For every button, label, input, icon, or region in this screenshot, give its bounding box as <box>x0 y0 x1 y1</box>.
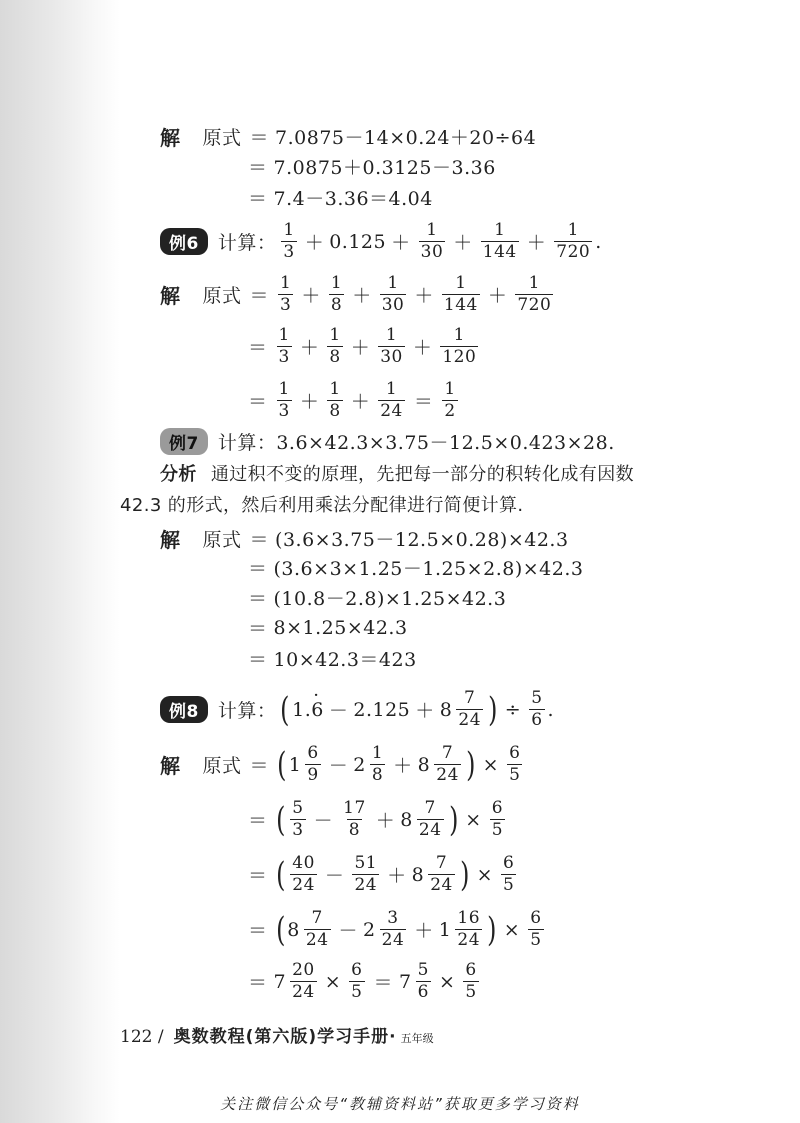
fraction: $\frac{1}{720}$ <box>517 273 552 315</box>
fraction: $\frac{1}{144}$ <box>443 273 478 315</box>
sol6-line3: ＝ $\frac{1}{3}$ ＋ $\frac{1}{8}$ ＋ $\frac{1}{24}$ ＝ $\frac{1}{2}$ <box>248 379 456 421</box>
mixed-number: 8 $\frac{7}{24}$ <box>439 688 482 730</box>
sol8-line3: ＝ ( $\frac{40}{24}$ － $\frac{51}{24}$ ＋ 8 $\frac{7}{24}$ ) × $\frac{6}{5}$ <box>248 853 515 895</box>
fraction: $\frac{6}{5}$ <box>351 960 363 1002</box>
page-footer <box>120 1022 434 1047</box>
page-number: 122 / <box>120 1027 164 1047</box>
fraction: $\frac{6}{5}$ <box>530 908 542 950</box>
fraction: $\frac{1}{3}$ <box>283 220 295 262</box>
book-spine-shadow <box>0 0 120 1123</box>
fraction: $\frac{1}{3}$ <box>278 325 290 367</box>
expr: 7.4－3.36＝4.04 <box>273 188 433 210</box>
grade-label: 五年级 <box>400 1032 434 1045</box>
example-badge: 例6 <box>160 228 208 255</box>
sol8-line5: ＝ 7 $\frac{20}{24}$ × $\frac{6}{5}$ ＝ 7 $\frac{5}{6}$ × $\frac{6}{5}$ <box>248 960 477 1002</box>
mixed-number: 7 $\frac{20}{24}$ <box>273 960 315 1002</box>
fraction: $\frac{6}{5}$ <box>503 853 515 895</box>
sol7-line2: ＝ (3.6×3×1.25－1.25×2.8)×42.3 <box>242 554 583 581</box>
calc-expression: 计算：3.6×42.3×3.75－12.5×0.423×28. <box>217 432 615 454</box>
analysis-line1 <box>160 460 634 486</box>
sol5-line2: ＝ 7.0875＋0.3125－3.36 <box>242 153 496 180</box>
example6-prompt: 例6 计算： $\frac{1}{3}$ ＋ 0.125 ＋ $\frac{1}{30}$ ＋ $\frac{1}{144}$ ＋ $\frac{1}{720}$ . <box>160 222 602 261</box>
analysis-line2 <box>120 491 524 517</box>
fraction: $\frac{40}{24}$ <box>292 853 315 895</box>
mixed-number: 2 $\frac{1}{8}$ <box>353 743 384 785</box>
fraction: $\frac{1}{30}$ <box>420 220 444 262</box>
mixed-number: 8 $\frac{7}{24}$ <box>411 853 453 895</box>
calc-label: 计算： <box>217 700 277 722</box>
mixed-number: 8 $\frac{7}{24}$ <box>417 743 459 785</box>
fraction-result: $\frac{1}{2}$ <box>444 379 456 421</box>
example-badge: 例8 <box>160 696 208 723</box>
sol7-line3: ＝ (10.8－2.8)×1.25×42.3 <box>242 584 506 611</box>
fraction: $\frac{1}{144}$ <box>482 220 517 262</box>
fraction: $\frac{17}{8}$ <box>343 798 366 840</box>
sol5-line1: 解 原式 ＝ 7.0875－14×0.24＋20÷64 <box>160 122 536 151</box>
fraction: $\frac{1}{3}$ <box>278 379 290 421</box>
calc-label: 计算： <box>217 232 277 254</box>
expr: (3.6×3×1.25－1.25×2.8)×42.3 <box>273 558 584 580</box>
sol6-line1: 解 原式 ＝ $\frac{1}{3}$ ＋ $\frac{1}{8}$ ＋ $\frac{1}{30}$ ＋ $\frac{1}{144}$ ＋ $\frac{1}{720}$ <box>160 273 552 315</box>
mixed-number: 2 $\frac{3}{24}$ <box>363 908 405 950</box>
original-expr-label: 原式 <box>202 529 242 551</box>
sol8-line2: ＝ ( $\frac{5}{3}$ － $\frac{17}{8}$ ＋ 8 $\frac{7}{24}$ ) × $\frac{6}{5}$ <box>248 798 504 840</box>
analysis-text: 通过积不变的原理，先把每一部分的积转化成有因数 <box>210 464 635 485</box>
fraction: $\frac{6}{5}$ <box>465 960 477 1002</box>
sol8-line4: ＝ ( 8 $\frac{7}{24}$ － 2 $\frac{3}{24}$ ＋ 1 $\frac{16}{24}$ ) × $\frac{6}{5}$ <box>248 908 542 950</box>
fraction: $\frac{51}{24}$ <box>354 853 378 895</box>
fraction: $\frac{1}{8}$ <box>329 379 341 421</box>
solution-label: 解 <box>160 284 181 308</box>
example8-prompt: 例8 计算： ( 1. · 6 － 2.125 ＋ 8 $\frac{7}{24}$ ) ÷ $\frac{5}{6}$ . <box>160 690 554 729</box>
solution-label: 解 <box>160 754 181 778</box>
fraction: $\frac{1}{8}$ <box>330 273 343 315</box>
fraction: $\frac{1}{30}$ <box>380 325 403 367</box>
fraction: $\frac{6}{5}$ <box>509 743 521 785</box>
expr: 7.0875－14×0.24＋20÷64 <box>275 127 537 149</box>
book-title: 奥数教程(第六版)学习手册· <box>173 1027 397 1047</box>
original-expr-label: 原式 <box>202 755 242 777</box>
analysis-text: 42.3 的形式，然后利用乘法分配律进行简便计算. <box>120 495 524 516</box>
fraction: $\frac{6}{5}$ <box>491 798 504 840</box>
fraction: $\frac{1}{8}$ <box>329 325 341 367</box>
fraction: $\frac{1}{30}$ <box>381 273 405 315</box>
sol7-line5: ＝ 10×42.3＝423 <box>242 645 417 672</box>
promo-note: 关注微信公众号“教辅资料站”获取更多学习资料 <box>220 1095 580 1113</box>
expr: (10.8－2.8)×1.25×42.3 <box>273 588 507 610</box>
original-expr-label: 原式 <box>202 285 242 307</box>
expr: 7.0875＋0.3125－3.36 <box>273 157 496 179</box>
sol7-line1: 解 原式 ＝ (3.6×3.75－12.5×0.28)×42.3 <box>160 524 569 553</box>
fraction: $\frac{1}{24}$ <box>380 379 403 421</box>
expr: 8×1.25×42.3 <box>273 616 408 639</box>
mixed-number: 8 $\frac{7}{24}$ <box>400 798 442 840</box>
mixed-number: 8 $\frac{7}{24}$ <box>287 908 329 950</box>
original-expr-label: 原式 <box>202 127 242 149</box>
sol7-line4: ＝ 8×1.25×42.3 <box>248 616 408 640</box>
sol5-line3: ＝ 7.4－3.36＝4.04 <box>242 184 433 211</box>
fraction: $\frac{1}{120}$ <box>442 325 477 367</box>
sol6-line2: ＝ $\frac{1}{3}$ ＋ $\frac{1}{8}$ ＋ $\frac{1}{30}$ ＋ $\frac{1}{120}$ <box>248 325 477 367</box>
example7-prompt <box>160 428 615 455</box>
mixed-number: 1 $\frac{16}{24}$ <box>438 908 481 950</box>
repeating-digit: · 6 <box>311 699 324 721</box>
fraction: $\frac{5}{6}$ <box>531 688 543 730</box>
fraction: $\frac{1}{720}$ <box>556 220 591 262</box>
expr: (3.6×3.75－12.5×0.28)×42.3 <box>275 529 569 551</box>
example-badge: 例7 <box>160 428 208 455</box>
mixed-number: 7 $\frac{5}{6}$ <box>399 960 429 1002</box>
analysis-label: 分析 <box>160 464 197 485</box>
fraction: $\frac{1}{3}$ <box>280 273 292 315</box>
expr: 10×42.3＝423 <box>273 649 417 671</box>
mixed-number: 1 $\frac{6}{9}$ <box>288 743 319 785</box>
fraction: $\frac{5}{3}$ <box>292 798 304 840</box>
solution-label: 解 <box>160 126 181 150</box>
decimal: 0.125 <box>329 230 387 253</box>
solution-label: 解 <box>160 528 181 552</box>
sol8-line1: 解 原式 ＝ ( 1 $\frac{6}{9}$ － 2 $\frac{1}{8}$ ＋ 8 $\frac{7}{24}$ ) × $\frac{6}{5}$ <box>160 743 521 785</box>
